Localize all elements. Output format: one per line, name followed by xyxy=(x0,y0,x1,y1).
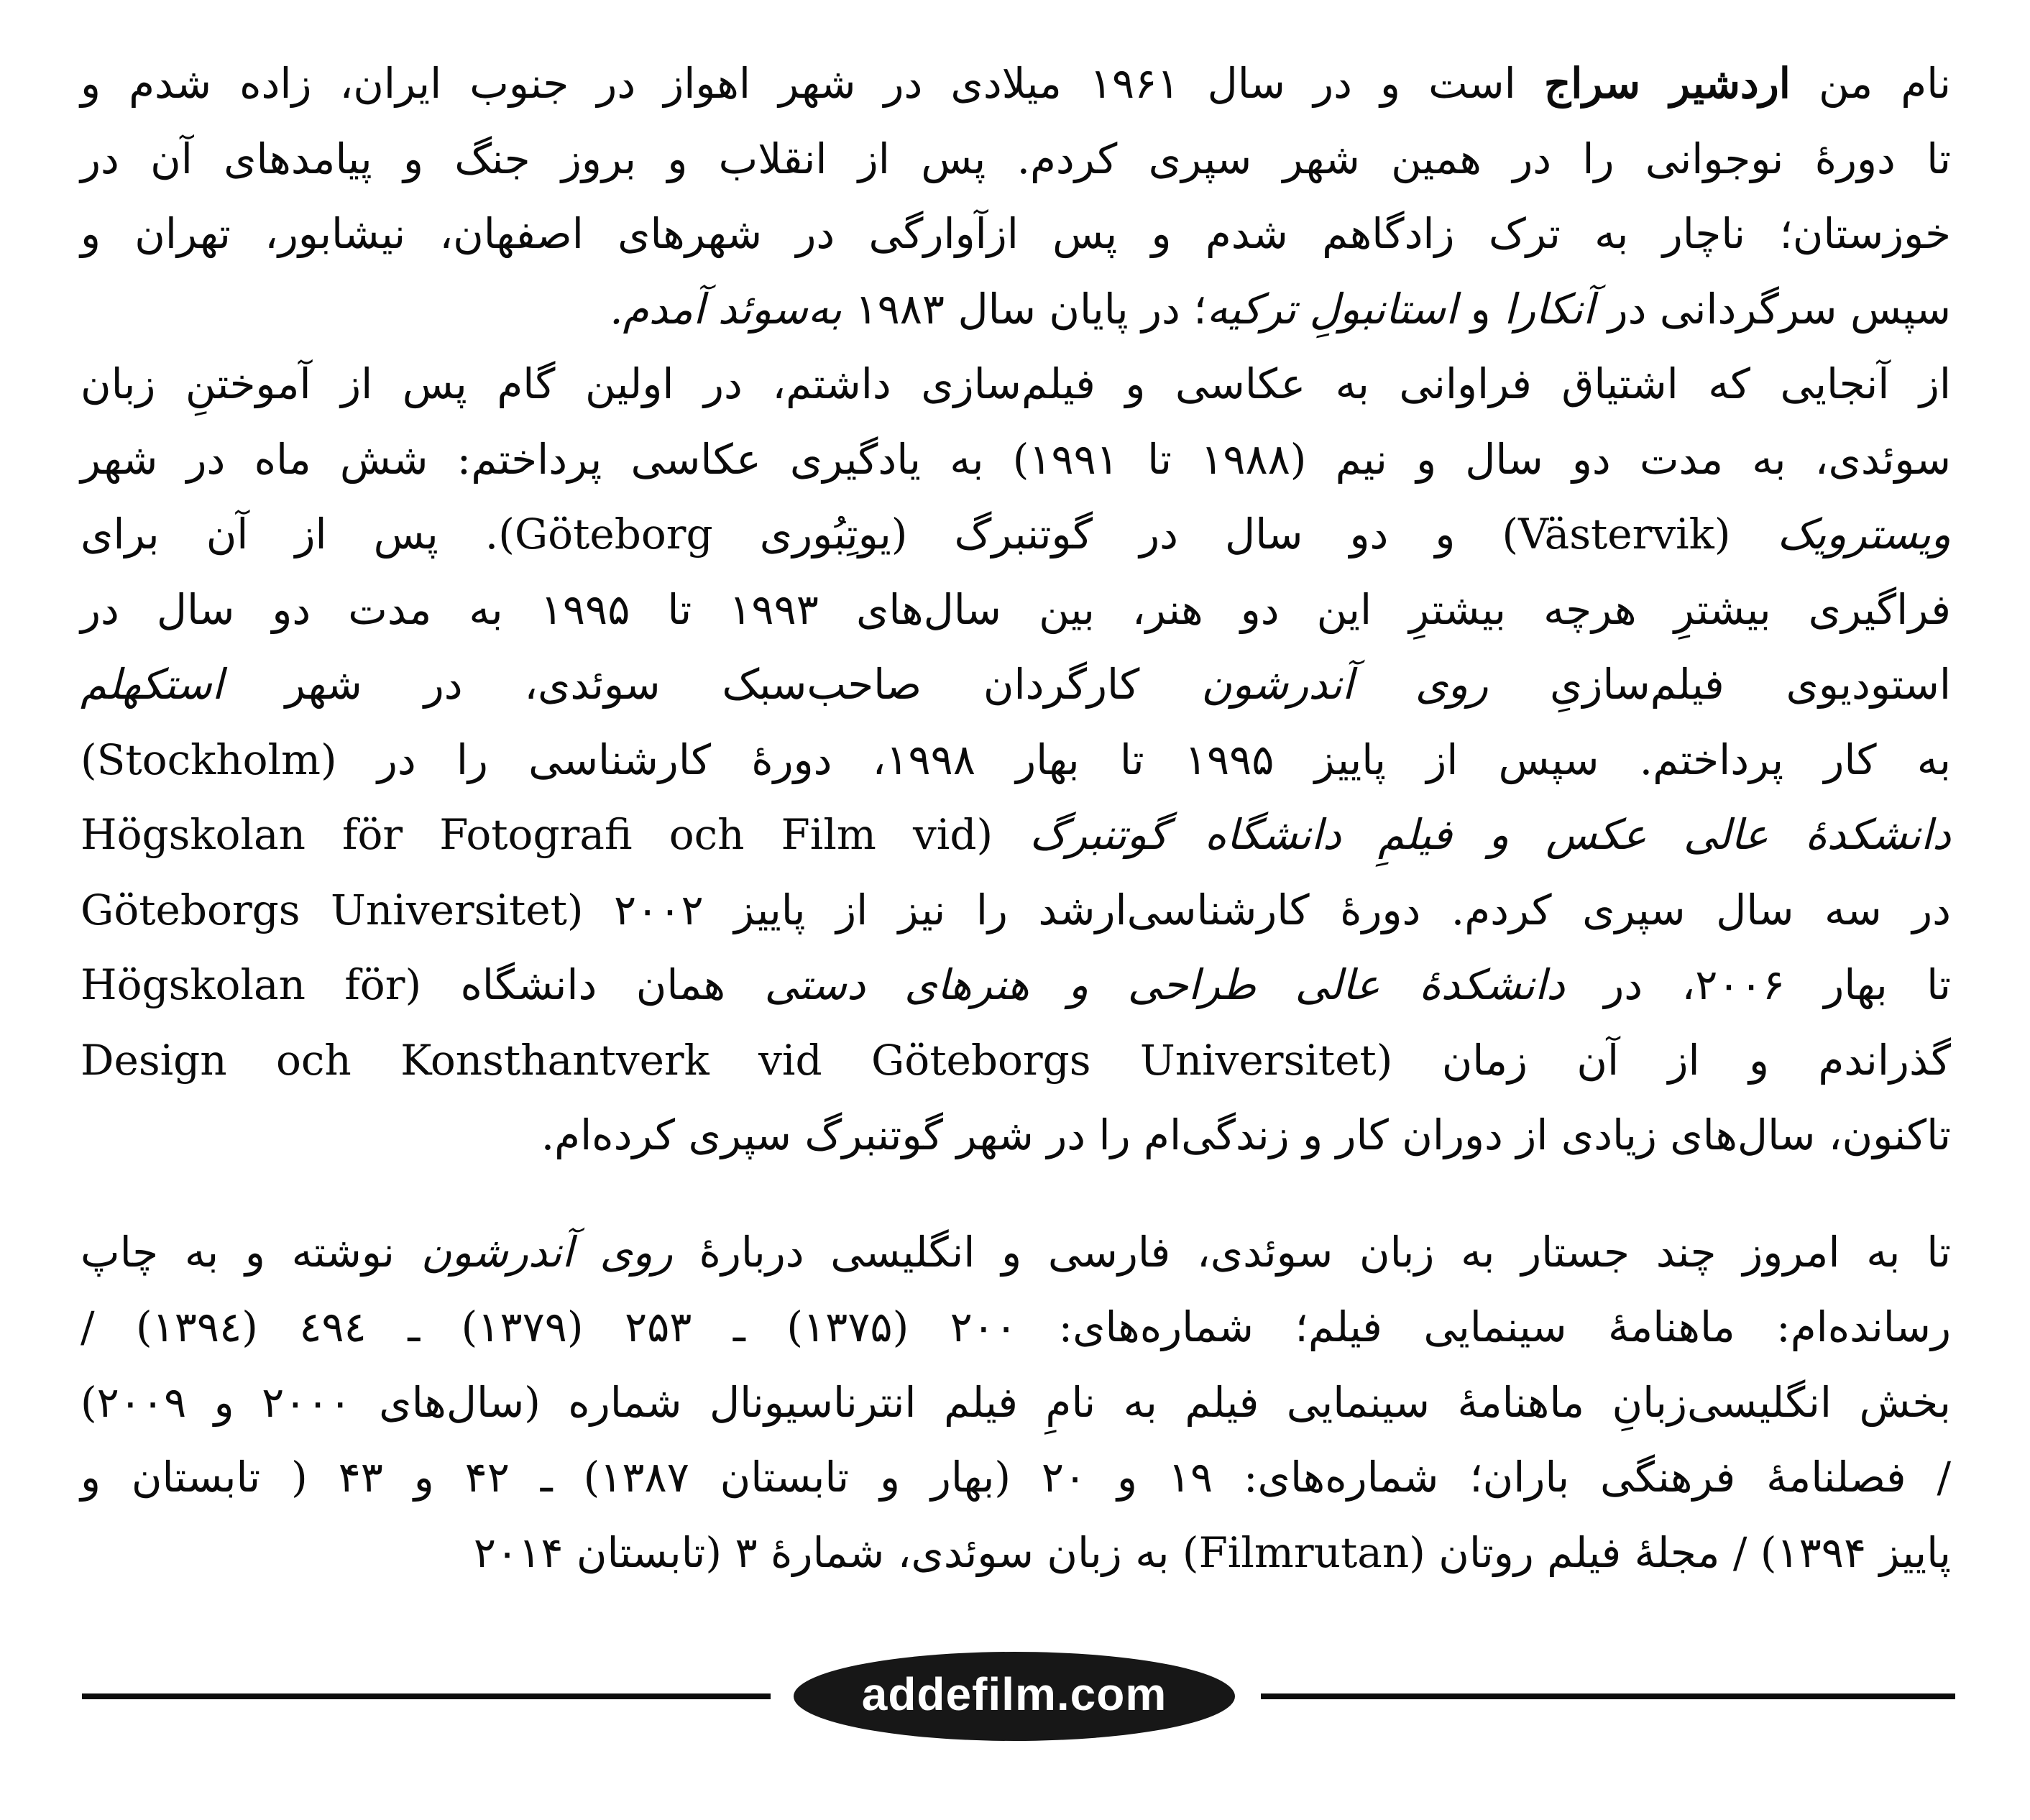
text-line xyxy=(81,722,1951,798)
text-segment: همان دانشگاه (Högskolan för xyxy=(81,960,765,1009)
text-segment: آنکارا xyxy=(1504,284,1595,334)
text-line xyxy=(81,1098,1951,1173)
text-line xyxy=(81,1515,1951,1591)
text-segment: Design och Konsthantverk vid Göteborgs Universitet) گذراندم و از آن زمان xyxy=(81,1035,1952,1085)
text-segment: ویسترویک xyxy=(1777,510,1951,559)
text-line xyxy=(81,121,1951,197)
text-line xyxy=(81,272,1951,347)
text-segment: کارگردان صاحب‌سبک سوئدی، در شهر xyxy=(223,660,1202,709)
text-line xyxy=(81,422,1951,497)
footer-divider-right xyxy=(1261,1693,1955,1699)
paragraph xyxy=(81,346,1951,1173)
text-segment: تا بهار ۲۰۰۶، در xyxy=(1564,960,1951,1009)
text-segment: روی آندرشون xyxy=(421,1227,673,1277)
paragraph xyxy=(81,46,1951,346)
text-segment: (Västervik) و دو سال در گوتنبرگ (یوتِبُوری Göteborg). پس از آن برای xyxy=(81,510,1778,559)
text-line xyxy=(81,1215,1951,1290)
text-segment: تا به امروز چند جستار به زبان سوئدی، فارسی و انگلیسی دربارهٔ xyxy=(672,1227,1952,1277)
text-segment: و xyxy=(1457,284,1505,334)
text-segment: روی آندرشون xyxy=(1201,660,1489,709)
text-line xyxy=(81,1023,1951,1098)
paragraph xyxy=(81,1215,1951,1591)
text-segment: دانشکدهٔ عالی عکس و فیلمِ دانشگاه گوتنبرگ xyxy=(1029,810,1951,859)
text-segment: / فصلنامهٔ فرهنگی باران؛ شماره‌های: ۱۹ و ۲۰ (بهار و تابستان ۱۳۸۷) ـ ۴۲ و ۴۳ ( تابستان و xyxy=(81,1453,1952,1502)
text-segment: سوئدی، به مدت دو سال و نیم (۱۹۸۸ تا ۱۹۹۱) به یادگیری عکاسی پرداختم: شش ماه در شهر xyxy=(81,434,1951,484)
text-segment: استکهلم xyxy=(81,660,224,709)
text-line xyxy=(81,46,1951,121)
text-line xyxy=(81,873,1951,948)
text-segment: تا دورهٔ نوجوانی را در همین شهر سپری کردم. پس از انقلاب و بروز جنگ و پیامدهای آن در xyxy=(81,134,1951,183)
text-segment: استانبولِ ترکیه xyxy=(1206,284,1458,334)
site-url-label: addefilm.com xyxy=(861,1668,1167,1720)
text-segment: اردشیر سراج xyxy=(1543,59,1791,108)
text-segment: سپس سرگردانی در xyxy=(1594,284,1951,334)
text-line xyxy=(81,1365,1951,1440)
text-line xyxy=(81,647,1951,722)
text-segment: خوزستان؛ ناچار به ترک زادگاهم شدم و پس ازآوارگی در شهرهای اصفهان، نیشابور، تهران و xyxy=(81,209,1951,258)
biography-text xyxy=(81,46,1951,1590)
text-line xyxy=(81,572,1951,648)
text-segment: Göteborgs Universitet) در سه سال سپری کردم. دورهٔ کارشناسی‌ارشد را نیز از پاییز ۲۰۰۲ xyxy=(81,885,1951,934)
site-logo-badge xyxy=(794,1652,1235,1741)
text-segment: دانشکدهٔ عالی طراحی و هنرهای دستی xyxy=(764,960,1565,1009)
text-segment: رسانده‌ام: ماهنامهٔ سینمایی فیلم؛ شماره‌های: ۲۰۰ (۱۳۷۵) ـ ۲۵۳ (۱۳۷۹) ـ ٤٩٤ (١٣٩٤) / xyxy=(81,1302,1951,1351)
text-line xyxy=(81,196,1951,272)
text-segment: (Stockholm) به کار پرداختم. سپس از پاییز ۱۹۹۵ تا بهار ۱۹۹۸، دورهٔ کارشناسی را در xyxy=(81,735,1952,784)
text-line xyxy=(81,497,1951,572)
text-segment: به‌سوئد آمدم. xyxy=(610,284,842,334)
text-line xyxy=(81,797,1951,873)
text-segment: از آنجایی که اشتیاق فراوانی به عکاسی و فیلم‌سازی داشتم، در اولین گام پس از آموختنِ زبان xyxy=(81,359,1951,408)
text-line xyxy=(81,1290,1951,1365)
text-segment: فراگیری بیشترِ هرچه بیشترِ این دو هنر، بین سال‌های ۱۹۹۳ تا ۱۹۹۵ به مدت دو سال در xyxy=(81,584,1951,634)
text-segment: پاییز ۱۳۹۴) / مجلهٔ فیلم روتان (Filmrutan) به زبان سوئدی، شمارهٔ ۳ (تابستان ۲۰۱۴ xyxy=(473,1527,1951,1577)
text-segment: ؛ در پایان سال ۱۹۸۳ xyxy=(842,284,1207,334)
text-segment: بخش انگلیسی‌زبانِ ماهنامهٔ سینمایی فیلم به نامِ فیلم انترناسیونال شماره (سال‌های ۲۰۰۰ و ۲۰۰۹) xyxy=(81,1377,1951,1427)
text-line xyxy=(81,346,1951,422)
text-segment: تاکنون، سال‌های زیادی از دوران کار و زندگی‌ام را در شهر گوتنبرگ سپری کرده‌ام. xyxy=(541,1111,1951,1159)
text-line xyxy=(81,1440,1951,1515)
text-segment: استودیوی فیلم‌سازیِ xyxy=(1488,660,1951,709)
footer-divider-left xyxy=(82,1693,771,1699)
text-segment: (Högskolan för Fotografi och Film vid xyxy=(81,810,1030,859)
text-segment: نام من xyxy=(1790,59,1951,108)
text-segment: نوشته و به چاپ xyxy=(81,1227,421,1277)
text-segment: است و در سال ۱۹۶۱ میلادی در شهر اهواز در جنوب ایران، زاده شدم و xyxy=(81,59,1544,108)
text-line xyxy=(81,947,1951,1023)
